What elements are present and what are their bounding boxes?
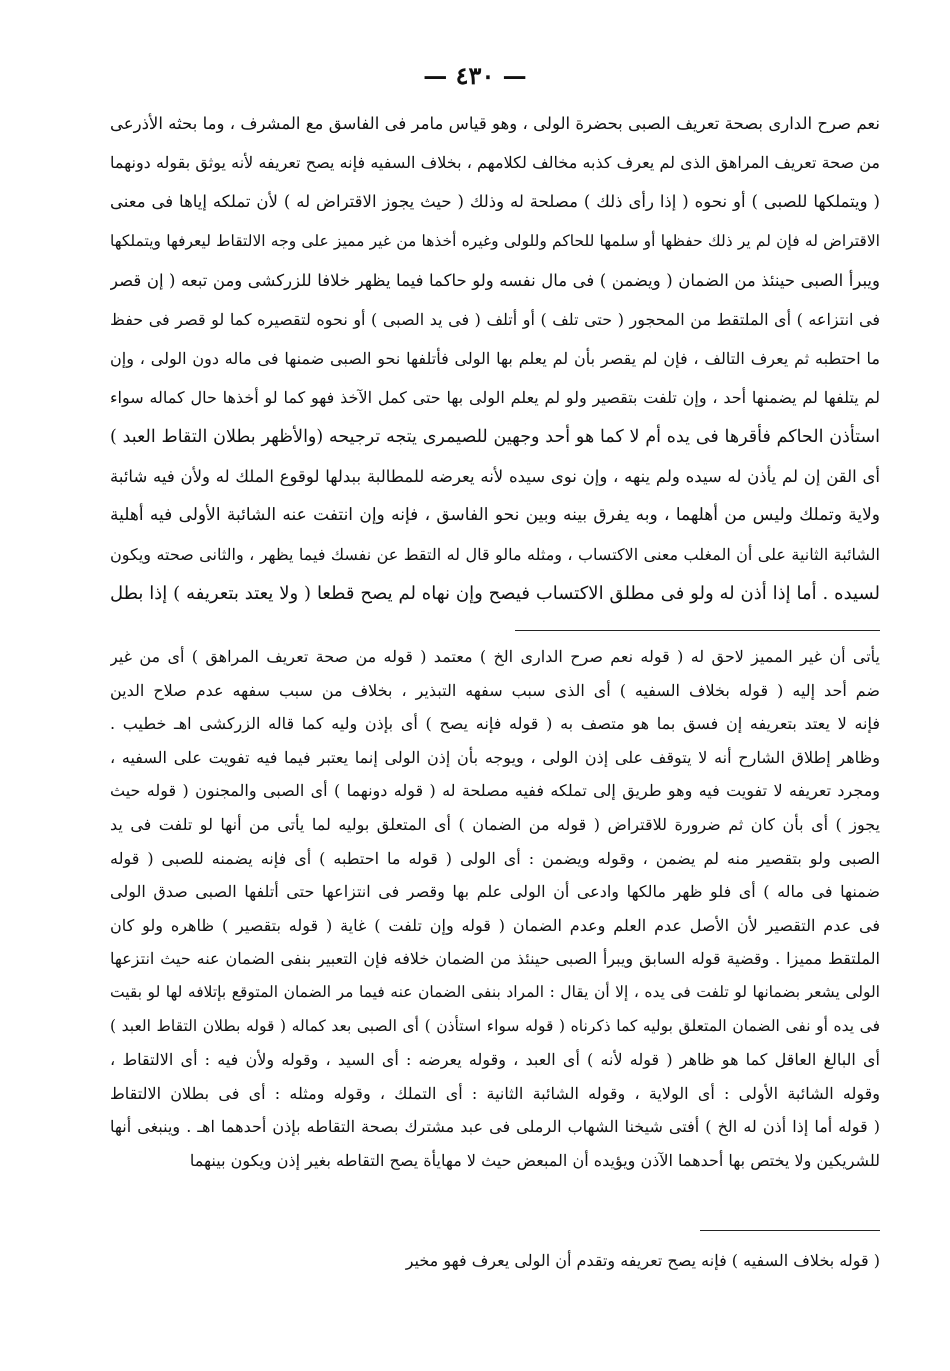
footnote-line: ( قوله بخلاف السفيه ) فإنه يصح تعريفه وتقدم أن الولى يعرف فهو مخير bbox=[405, 1251, 880, 1270]
commentary-text bbox=[110, 640, 880, 1178]
main-text-line: استأذن الحاكم فأقرها فى يده أم لا كما هو أحد وجهين للصيمرى يتجه ترجيحه (والأظهر بطلان التقاط العبد ) bbox=[110, 426, 880, 447]
main-text-line: أى القن إن لم يأذن له سيده ولم ينهه ، وإن نوى سيده لأنه يعرضه للمطالبة ببدلها لوقوع الملك له ولأن فيه شائبة bbox=[110, 466, 880, 486]
main-text-line: ولاية وتملك وليس من أهلهما ، وبه يفرق بينه وبين نحو الفاسق ، فإنه وإن انتفت عنه الشائبة الأولى فيه أهلية bbox=[110, 504, 880, 525]
footnote bbox=[110, 1243, 880, 1279]
main-text-line: ويبرأ الصبى حينئذ من الضمان ( ويضمن ) فى مال نفسه ولو حاكما فيما يظهر خلافا للزركشى ومن تبعه ( إن قصر bbox=[110, 270, 880, 290]
commentary-line: للشريكين ولا يختص بها أحدهما الآذن ويؤيده أن المبعض حيث لا مهايأة يصح التقاطه بغير إذن ويكون بينهما bbox=[189, 1150, 880, 1170]
main-text-line: ما احتطبه ثم يعرف التالف ، فإن لم يقصر بأن لم يعلم بها الولى فأتلفها نحو الصبى ضمنها فى ماله دون الولى ، وإن bbox=[110, 349, 880, 369]
main-text-line: فى انتزاعه ) أى الملتقط من المحجور ( حتى تلف ) أو أتلف ( فى يد الصبى ) أو نحوه لتقصيره كما لو قصر فى حفظ bbox=[110, 309, 880, 329]
main-text-line: ( ويتملكها للصبى ) أو نحوه ( إذا رأى ذلك ) مصلحة له وذلك ( حيث يجوز الاقتراض له ) لأن تملكه إياها فى معنى bbox=[110, 192, 880, 212]
commentary-line: يجوز ) أى بأن كان ثم ضرورة للاقتراض ( قوله من الضمان ) أى المتعلق بوليه لما يأتى من أنها لو تلفت فى يد bbox=[110, 814, 880, 834]
commentary-line: ( قوله أما إذا أذن له الخ ) أفتى شيخنا الشهاب الرملى فى عبد مشترك بصحة التقاطه بإذن أحدهما اهـ . وينبغى أنها bbox=[110, 1117, 880, 1137]
commentary-line: يأتى أن غير المميز لاحق له ( قوله نعم صرح الدارى الخ ) معتمد ( قوله من صحة تعريف المراهق ) أى من غير bbox=[110, 647, 880, 666]
commentary-line: أى البالغ العاقل كما هو ظاهر ( قوله لأنه ) أى العبد ، وقوله يعرضه : أى السيد ، وقوله ولأن فيه : أى الالتقاط ، bbox=[110, 1050, 880, 1070]
commentary-line: فى يده أو نفى الضمان المتعلق بوليه كما ذكرناه ( قوله سواء استأذن ) أى الصبى بعد كماله ( قوله بطلان التقاط العبد ) bbox=[110, 1016, 880, 1035]
main-text bbox=[110, 104, 880, 613]
main-text-line: لسيده . أما إذا أذن له ولو فى مطلق الاكتساب فيصح وإن نهاه لم يصح قطعا ( ولا يعتد بتعريفه ) إذا بطل bbox=[110, 583, 880, 605]
page-number: — ٤٣٠ — bbox=[423, 61, 527, 90]
section-divider bbox=[515, 630, 880, 631]
commentary-line: الملتقط مميزا . وقضية قوله السابق ويبرأ الصبى حينئذ من الضمان خلافه فإن التعبير بنفى الضمان عنه حيث انتزعها bbox=[110, 949, 880, 969]
footnote-divider bbox=[700, 1230, 880, 1231]
commentary-line: الصبى ولو بتقصير منه لم يضمن ، وقوله ويضمن : أى الولى ( قوله ما احتطبه ) أى فإنه يضمنه للصبى ( قوله bbox=[110, 848, 880, 868]
commentary-line: ضم أحد إليه ( قوله بخلاف السفيه ) أى الذى سبب سفهه التبذير ، بخلاف من سبب سفهه عدم صلاح الدين bbox=[110, 680, 880, 700]
commentary-line: فإنه لا يعتد بتعريفه إن فسق بما هو متصف به ( قوله فإنه يصح ) أى بإذن وليه كما قاله الزركشى اهـ خطيب . bbox=[110, 714, 880, 734]
main-text-line: لم يتلفها لم يضمنها أحد ، وإن تلفت بتقصير ولو لم يعلم الولى بها حتى كمل الآخذ فهو كما لو أخذها حال كماله سواء bbox=[110, 388, 880, 408]
main-text-line: نعم صرح الدارى بصحة تعريف الصبى بحضرة الولى ، وهو قياس مامر فى الفاسق مع المشرف ، وما بحثه الأذرعى bbox=[110, 114, 880, 133]
commentary-line: فى عدم التقصير لأن الأصل عدم العلم وعدم الضمان ( قوله وإن تلفت ) غاية ( قوله بتقصير ) ظاهره ولو كان bbox=[110, 915, 880, 935]
commentary-line: وظاهر إطلاق الشارح أنه لا يتوقف على إذن الولى ، ويوجه بأن إذن الولى إنما يعتبر فيما فيه تفويت على السفيه ، bbox=[110, 747, 880, 767]
main-text-line: الشائبة الثانية على أن المغلب معنى الاكتساب ، ومثله مالو قال له التقط عن نفسك فيما يظهر ، والثانى صحته ويكون bbox=[110, 545, 880, 565]
commentary-line: ضمنها فى ماله ) أى فلو ظهر مالكها وادعى أن الولى علم بها وقصر فى انتزاعها حتى أتلفها الصبى صدق الولى bbox=[110, 882, 880, 902]
commentary-line: الولى يشعر بضمانها لو تلفت فى يده ، إلا أن يقال : المراد بنفى الضمان عنه فيما مر الضمان المتوقع بإتلافه لها لو بقيت bbox=[110, 982, 880, 1001]
commentary-line: ومجرد تعريفه لا تفويت فيه وهو طريق إلى تملكه ففيه مصلحة له ( قوله دونهما ) أى الصبى والمجنون ( قوله حيث bbox=[110, 781, 880, 801]
main-text-line: من صحة تعريف المراهق الذى لم يعرف كذبه مخالف لكلامهم ، بخلاف السفيه فإنه يصح تعريفه لأنه يوثق بقوله دونهما bbox=[110, 153, 880, 173]
commentary-line: وقوله الشائبة الأولى : أى الولاية ، وقوله الشائبة الثانية : أى التملك ، وقوله ومثله : أى فى بطلان الالتقاط bbox=[110, 1083, 880, 1103]
main-text-line: الاقتراض له فإن لم ير ذلك حفظها أو سلمها للحاكم وللولى وغيره أخذها من غير مميز على وجه الالتقاط ليعرفها ويتملكها bbox=[110, 231, 880, 250]
